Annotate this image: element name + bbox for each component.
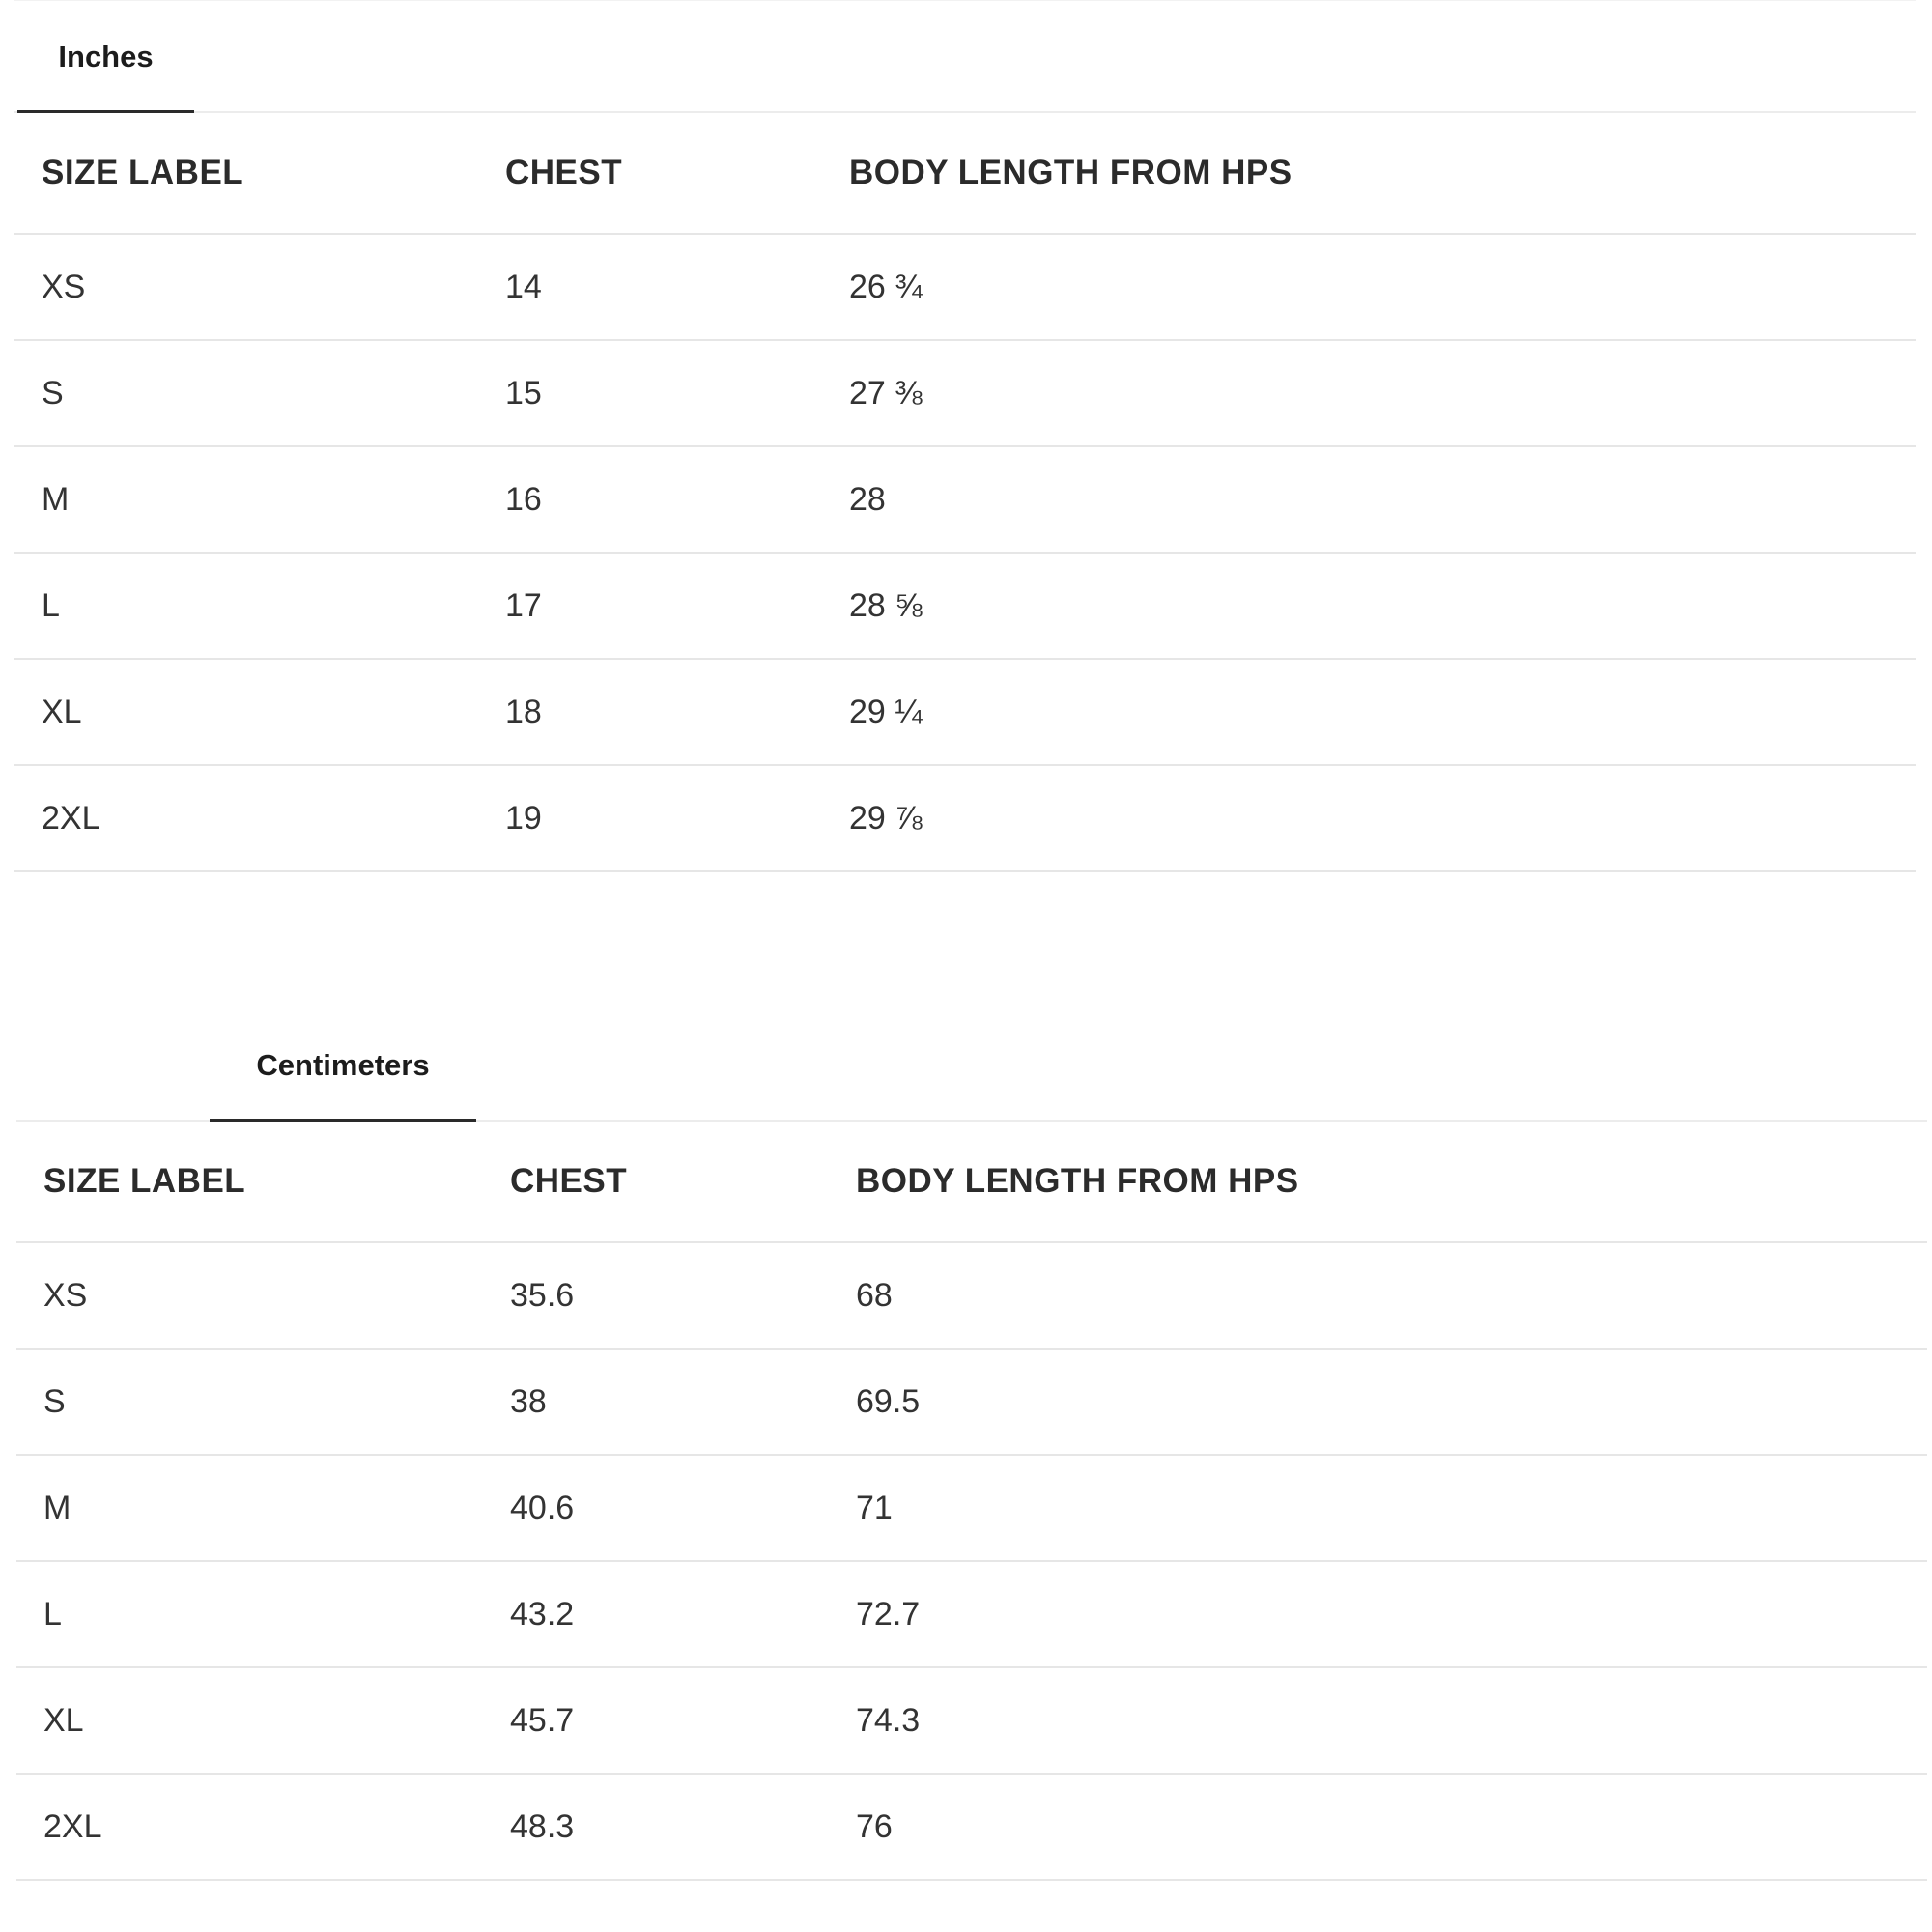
length-cell: 76 [856,1774,1927,1880]
chest-cell: 38 [510,1349,856,1455]
table-row [14,553,1916,659]
table-row [16,1774,1927,1880]
table-header-row [14,113,1916,234]
chest-cell: 18 [505,659,849,765]
chest-cell: 14 [505,234,849,340]
size-cell: S [14,340,505,446]
table-row [16,1349,1927,1455]
table-row [16,1455,1927,1561]
chest-cell: 43.2 [510,1561,856,1667]
chest-cell: 40.6 [510,1455,856,1561]
chest-cell: 35.6 [510,1242,856,1349]
centimeters-table [16,1122,1927,1881]
size-cell: 2XL [14,765,505,871]
inches-table [14,113,1916,872]
length-cell: 28 [849,446,1916,553]
size-cell: XL [16,1667,510,1774]
length-cell: 29 ¼ [849,659,1916,765]
chest-cell: 45.7 [510,1667,856,1774]
header-size-label: SIZE LABEL [14,113,505,234]
header-chest: CHEST [505,113,849,234]
table-row [16,1667,1927,1774]
size-cell: XL [14,659,505,765]
size-cell: XS [16,1242,510,1349]
size-cell: S [16,1349,510,1455]
chest-cell: 17 [505,553,849,659]
tab-inches[interactable]: Inches [17,3,194,113]
length-cell: 26 ¾ [849,234,1916,340]
inches-size-chart [14,0,1916,872]
table-row [14,340,1916,446]
header-body-length: BODY LENGTH FROM HPS [856,1122,1927,1242]
chest-cell: 15 [505,340,849,446]
table-row [16,1561,1927,1667]
size-cell: M [14,446,505,553]
size-cell: L [14,553,505,659]
length-cell: 69.5 [856,1349,1927,1455]
size-cell: 2XL [16,1774,510,1880]
length-cell: 71 [856,1455,1927,1561]
length-cell: 74.3 [856,1667,1927,1774]
length-cell: 72.7 [856,1561,1927,1667]
header-body-length: BODY LENGTH FROM HPS [849,113,1916,234]
header-chest: CHEST [510,1122,856,1242]
tab-centimeters[interactable]: Centimeters [210,1011,476,1122]
chest-cell: 19 [505,765,849,871]
header-size-label: SIZE LABEL [16,1122,510,1242]
chest-cell: 48.3 [510,1774,856,1880]
chest-cell: 16 [505,446,849,553]
table-row [14,446,1916,553]
size-cell: L [16,1561,510,1667]
length-cell: 68 [856,1242,1927,1349]
length-cell: 27 ⅜ [849,340,1916,446]
size-cell: M [16,1455,510,1561]
table-row [14,765,1916,871]
table-row [14,234,1916,340]
table-row [16,1242,1927,1349]
length-cell: 29 ⅞ [849,765,1916,871]
centimeters-tabbar [16,1009,1927,1122]
table-header-row [16,1122,1927,1242]
length-cell: 28 ⅝ [849,553,1916,659]
centimeters-size-chart [16,1009,1927,1881]
size-cell: XS [14,234,505,340]
inches-tabbar [14,0,1916,113]
table-row [14,659,1916,765]
